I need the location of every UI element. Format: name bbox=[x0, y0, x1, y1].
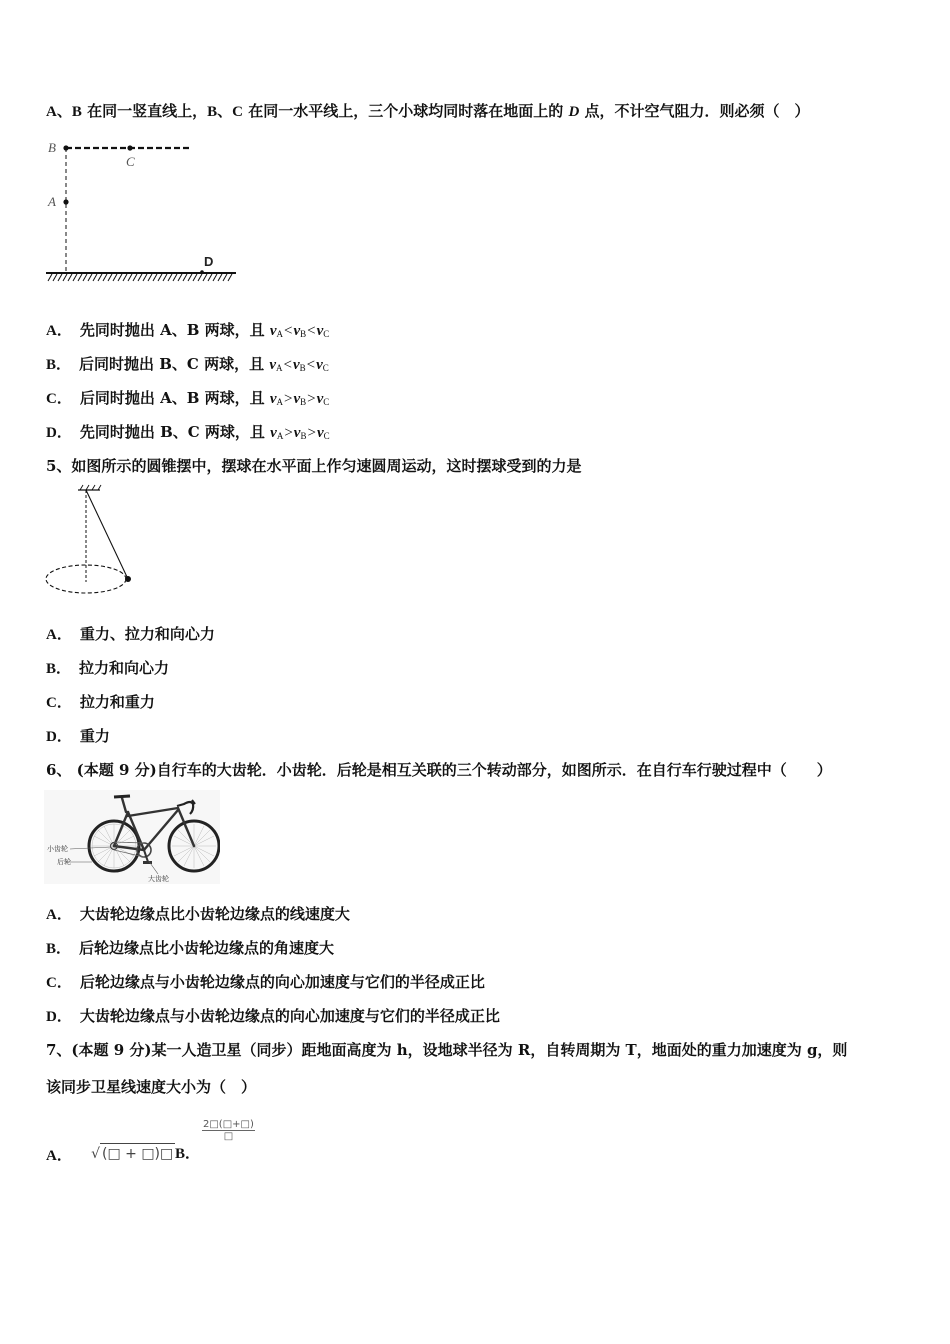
q4-option-c[interactable]: C． 后同时抛出 A、B 两球，且 $v_A>v_B>v_C$ bbox=[46, 389, 330, 407]
q4-stem: A、B 在同一竖直线上，B、C 在同一水平线上，三个小球均同时落在地面上的 D 点，不计空气阻力．则必须（ ） bbox=[46, 102, 810, 120]
fraction-formula: 2□(□+□) □ bbox=[203, 1119, 254, 1142]
q4-option-a[interactable]: A． 先同时抛出 A、B 两球，且 $v_A<v_B<v_C$ bbox=[46, 321, 330, 339]
q6-option-c[interactable]: C． 后轮边缘点与小齿轮边缘点的向心加速度与它们的半径成正比 bbox=[46, 973, 485, 991]
q5-stem: 5、如图所示的圆锥摆中，摆球在水平面上作匀速圆周运动，这时摆球受到的力是 bbox=[46, 457, 582, 475]
label-b: B bbox=[48, 140, 56, 155]
label-rear-wheel: 后轮 bbox=[57, 858, 71, 866]
conical-pendulum-icon bbox=[44, 484, 139, 599]
projectile-figure bbox=[44, 138, 239, 288]
q6-option-b[interactable]: B． 后轮边缘点比小齿轮边缘点的角速度大 bbox=[46, 939, 335, 957]
bicycle-figure bbox=[44, 790, 220, 884]
q7-stem-line2: 该同步卫星线速度大小为（ ） bbox=[46, 1078, 257, 1096]
q7-option-a[interactable]: A． √ (□ + □)□ bbox=[46, 1143, 175, 1166]
q4-option-d[interactable]: D． 先同时抛出 B、C 两球，且 $v_A>v_B>v_C$ bbox=[46, 423, 330, 441]
bicycle-icon bbox=[44, 790, 220, 884]
q7-option-b[interactable]: B． bbox=[175, 1146, 201, 1162]
label-d: D bbox=[204, 254, 214, 269]
label-big-gear: 大齿轮 bbox=[148, 875, 169, 883]
conical-pendulum-figure bbox=[44, 484, 139, 599]
q6-option-a[interactable]: A． 大齿轮边缘点比小齿轮边缘点的线速度大 bbox=[46, 905, 350, 923]
q5-option-a[interactable]: A． 重力、拉力和向心力 bbox=[46, 625, 215, 643]
q4-option-b[interactable]: B． 后同时抛出 B、C 两球，且 $v_A<v_B<v_C$ bbox=[46, 355, 329, 373]
label-a: A bbox=[48, 194, 56, 209]
q6-option-d[interactable]: D． 大齿轮边缘点与小齿轮边缘点的向心加速度与它们的半径成正比 bbox=[46, 1007, 500, 1025]
q7-stem-line1: 7、(本题 9 分)某一人造卫星（同步）距地面高度为 h，设地球半径为 R，自转周期为 T，地面处的重力加速度为 g，则 bbox=[46, 1041, 848, 1059]
sqrt-formula: √ (□ + □)□ bbox=[91, 1143, 175, 1164]
q5-option-c[interactable]: C． 拉力和重力 bbox=[46, 693, 155, 711]
label-small-gear: 小齿轮 bbox=[47, 845, 68, 853]
label-c: C bbox=[126, 154, 135, 169]
q5-option-d[interactable]: D． 重力 bbox=[46, 727, 110, 745]
sqrt-icon: √ bbox=[91, 1146, 100, 1162]
q5-option-b[interactable]: B． 拉力和向心力 bbox=[46, 659, 170, 677]
q6-stem: 6、 (本题 9 分)自行车的大齿轮．小齿轮．后轮是相互关联的三个转动部分，如图所示．在自行车行驶过程中（ ） bbox=[46, 761, 832, 779]
